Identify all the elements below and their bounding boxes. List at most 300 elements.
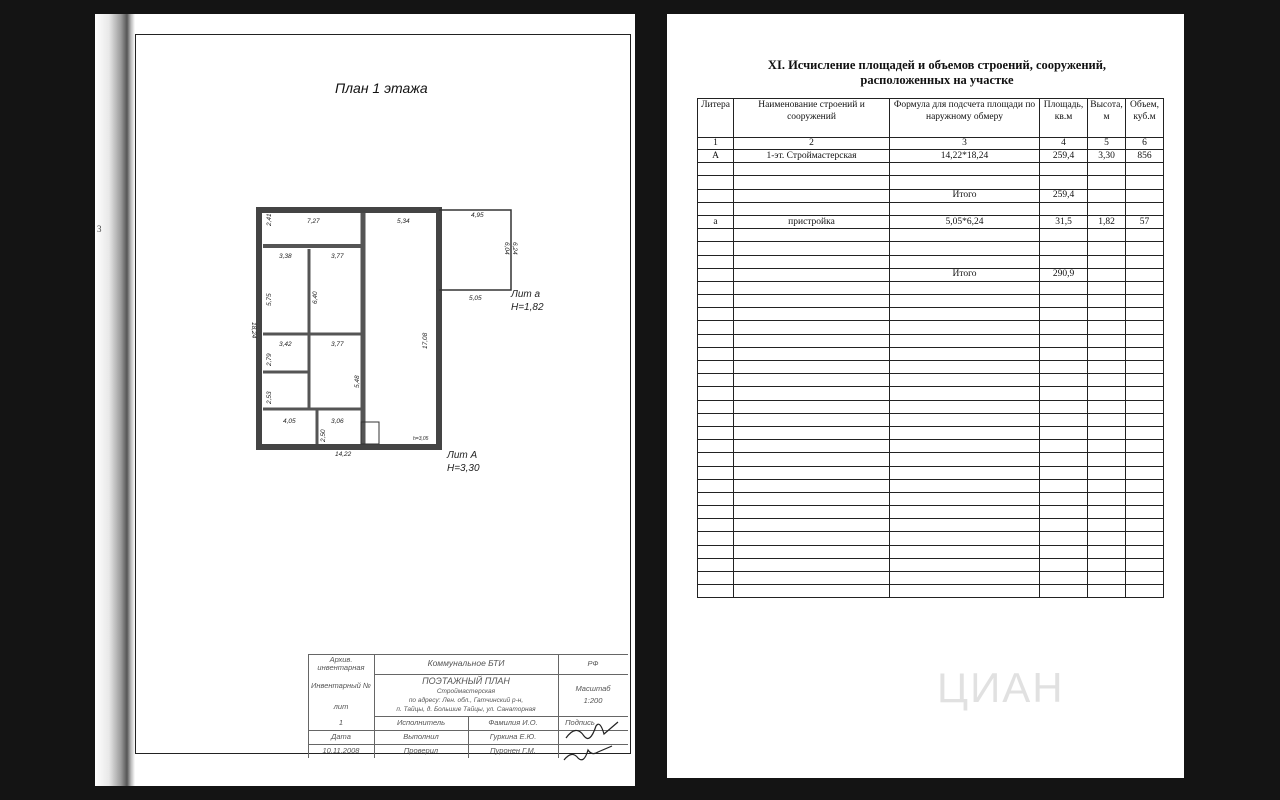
empty-cell	[734, 453, 890, 466]
empty-cell	[734, 361, 890, 374]
dim-stair-w: 2,50	[320, 429, 327, 442]
empty-table-row	[698, 453, 1164, 466]
empty-cell	[890, 572, 1040, 585]
table-cell	[1040, 163, 1088, 176]
empty-cell	[734, 400, 890, 413]
empty-cell	[1088, 492, 1126, 505]
table-row	[698, 202, 1164, 215]
empty-cell	[734, 519, 890, 532]
empty-cell	[1040, 400, 1088, 413]
table-cell	[734, 189, 890, 202]
empty-cell	[1126, 426, 1164, 439]
empty-cell	[1126, 519, 1164, 532]
empty-cell	[698, 334, 734, 347]
table-cell	[698, 202, 734, 215]
empty-table-row	[698, 361, 1164, 374]
empty-cell	[734, 506, 890, 519]
empty-cell	[698, 295, 734, 308]
empty-table-row	[698, 532, 1164, 545]
col-num: 1	[698, 138, 734, 150]
empty-cell	[734, 334, 890, 347]
empty-table-row	[698, 479, 1164, 492]
table-cell: 14,22*18,24	[890, 150, 1040, 163]
empty-cell	[890, 532, 1040, 545]
empty-cell	[1088, 506, 1126, 519]
table-cell	[1126, 242, 1164, 255]
table-cell: 5,05*6,24	[890, 215, 1040, 228]
table-row	[698, 215, 1164, 228]
empty-cell	[890, 519, 1040, 532]
title-block-stamp	[308, 654, 628, 758]
empty-cell	[1088, 400, 1126, 413]
table-cell	[1126, 255, 1164, 268]
stamp-name-1: Гуркина Е.Ю.	[489, 731, 537, 741]
empty-cell	[698, 545, 734, 558]
empty-cell	[1088, 413, 1126, 426]
table-row	[698, 255, 1164, 268]
empty-cell	[1126, 334, 1164, 347]
empty-table-row	[698, 321, 1164, 334]
empty-cell	[1126, 281, 1164, 294]
table-cell	[734, 163, 890, 176]
table-cell: 290,9	[1040, 268, 1088, 281]
empty-cell	[734, 585, 890, 598]
empty-cell	[1126, 479, 1164, 492]
table-cell	[734, 242, 890, 255]
empty-cell	[698, 492, 734, 505]
empty-cell	[1088, 545, 1126, 558]
table-cell	[1126, 268, 1164, 281]
table-cell	[698, 268, 734, 281]
stamp-org: Коммунальное БТИ	[427, 658, 505, 669]
table-cell	[1088, 255, 1126, 268]
empty-table-row	[698, 572, 1164, 585]
stamp-head-role: Исполнитель	[396, 717, 446, 727]
annex-label: Лит а	[511, 289, 541, 300]
table-cell	[698, 242, 734, 255]
dim-room-w-d: 3,77	[331, 341, 344, 348]
stamp-doc-title: ПОЭТАЖНЫЙ ПЛАН	[422, 675, 510, 686]
empty-cell	[1088, 585, 1126, 598]
stamp-scale-value: 1:200	[583, 695, 603, 705]
empty-cell	[1040, 440, 1088, 453]
table-cell	[890, 242, 1040, 255]
table-cell	[1040, 255, 1088, 268]
table-cell	[890, 255, 1040, 268]
stamp-doc-line-1: по адресу: Лен. обл., Гатчинский р-н,	[408, 696, 524, 704]
col-num: 5	[1088, 138, 1126, 150]
empty-cell	[1126, 585, 1164, 598]
signatures	[560, 714, 635, 764]
empty-cell	[1088, 321, 1126, 334]
col-num: 2	[734, 138, 890, 150]
empty-cell	[1040, 545, 1088, 558]
empty-cell	[1126, 558, 1164, 571]
empty-table-row	[698, 558, 1164, 571]
stamp-head-name: Фамилия И.О.	[488, 717, 538, 727]
table-cell	[1088, 229, 1126, 242]
empty-cell	[734, 440, 890, 453]
empty-cell	[698, 506, 734, 519]
empty-cell	[890, 347, 1040, 360]
col-num: 6	[1126, 138, 1164, 150]
table-cell	[1126, 229, 1164, 242]
stamp-col1-0: Архив. инвентарная	[317, 654, 365, 672]
table-cell: Итого	[890, 268, 1040, 281]
dim-overall-width: 14,22	[335, 451, 352, 458]
empty-cell	[890, 308, 1040, 321]
table-cell	[734, 229, 890, 242]
dim-annex-side-inner: 6,24	[511, 242, 518, 255]
table-cell	[1088, 242, 1126, 255]
dim-left-mid: 5,75	[266, 293, 273, 306]
dim-room-w-a: 3,38	[279, 253, 292, 260]
empty-table-row	[698, 492, 1164, 505]
dim-top-right: 5,34	[397, 218, 410, 225]
header-letter: Литера	[698, 99, 734, 138]
table-cell	[1040, 229, 1088, 242]
empty-cell	[698, 426, 734, 439]
empty-cell	[1126, 387, 1164, 400]
empty-cell	[890, 361, 1040, 374]
table-cell	[890, 229, 1040, 242]
empty-cell	[734, 479, 890, 492]
empty-cell	[890, 334, 1040, 347]
dim-left-low2: 2,53	[266, 391, 273, 404]
dim-top-left: 7,27	[307, 218, 320, 225]
title-line-1: XI. Исчисление площадей и объемов строений, сооружений,	[767, 58, 1107, 72]
empty-cell	[1040, 295, 1088, 308]
calculation-title	[707, 58, 1167, 88]
empty-cell	[1088, 519, 1126, 532]
empty-cell	[1088, 479, 1126, 492]
table-cell	[1126, 163, 1164, 176]
empty-cell	[1040, 387, 1088, 400]
table-cell	[698, 189, 734, 202]
table-cell	[698, 176, 734, 189]
empty-cell	[734, 558, 890, 571]
table-cell: 856	[1126, 150, 1164, 163]
empty-cell	[1040, 466, 1088, 479]
empty-cell	[734, 413, 890, 426]
empty-cell	[1040, 374, 1088, 387]
empty-cell	[1088, 347, 1126, 360]
empty-cell	[1040, 585, 1088, 598]
main-label: Лит А	[447, 450, 478, 461]
table-cell	[698, 255, 734, 268]
empty-cell	[698, 558, 734, 571]
empty-cell	[698, 321, 734, 334]
table-cell: а	[698, 215, 734, 228]
empty-cell	[890, 426, 1040, 439]
column-numbers-row	[698, 138, 1164, 150]
table-cell	[734, 176, 890, 189]
empty-cell	[1088, 453, 1126, 466]
dim-left-top: 2,41	[266, 213, 273, 226]
dim-room-w-f: 3,06	[331, 418, 344, 425]
empty-cell	[1088, 334, 1126, 347]
empty-cell	[734, 295, 890, 308]
dim-corridor-h: 5,48	[354, 375, 361, 388]
empty-table-row	[698, 545, 1164, 558]
main-height: H=3,30	[447, 463, 480, 474]
empty-cell	[734, 308, 890, 321]
dim-annex-bottom: 5,05	[469, 295, 482, 302]
empty-cell	[1040, 506, 1088, 519]
empty-cell	[890, 321, 1040, 334]
empty-cell	[1126, 572, 1164, 585]
table-cell: 259,4	[1040, 189, 1088, 202]
empty-table-row	[698, 413, 1164, 426]
table-cell: пристройка	[734, 215, 890, 228]
empty-cell	[890, 506, 1040, 519]
stamp-col1-2: лит	[333, 701, 349, 711]
dim-room-w-c: 3,42	[279, 341, 292, 348]
table-cell: А	[698, 150, 734, 163]
empty-cell	[734, 466, 890, 479]
empty-cell	[1088, 466, 1126, 479]
empty-table-row	[698, 466, 1164, 479]
empty-cell	[698, 466, 734, 479]
table-cell	[1040, 242, 1088, 255]
table-cell	[890, 163, 1040, 176]
empty-cell	[1126, 492, 1164, 505]
empty-cell	[1088, 532, 1126, 545]
empty-cell	[890, 585, 1040, 598]
dim-overall-height: 18,24	[250, 322, 257, 339]
empty-cell	[1040, 426, 1088, 439]
empty-cell	[1040, 532, 1088, 545]
empty-cell	[698, 387, 734, 400]
table-cell	[734, 255, 890, 268]
table-cell	[698, 163, 734, 176]
table-cell: 31,5	[1040, 215, 1088, 228]
stamp-doc-line-0: Строймастерская	[436, 687, 496, 695]
empty-cell	[1126, 413, 1164, 426]
table-row	[698, 176, 1164, 189]
table-cell	[1088, 202, 1126, 215]
empty-cell	[1088, 426, 1126, 439]
empty-cell	[890, 281, 1040, 294]
empty-cell	[698, 479, 734, 492]
header-formula: Формула для подсчета площади по наружному обмеру	[890, 99, 1040, 138]
empty-cell	[1126, 466, 1164, 479]
table-row	[698, 229, 1164, 242]
stamp-col1-3: 1	[338, 717, 344, 727]
empty-cell	[698, 440, 734, 453]
table-cell	[1126, 202, 1164, 215]
table-cell	[1088, 268, 1126, 281]
empty-cell	[1088, 374, 1126, 387]
table-row	[698, 150, 1164, 163]
empty-cell	[1040, 492, 1088, 505]
empty-cell	[1126, 308, 1164, 321]
empty-cell	[1126, 321, 1164, 334]
empty-cell	[1126, 361, 1164, 374]
empty-cell	[1040, 308, 1088, 321]
empty-cell	[890, 492, 1040, 505]
annex-height: H=1,82	[511, 302, 544, 313]
stamp-head-sign: Подпись	[565, 717, 595, 727]
dim-mid-h: 6,40	[312, 291, 319, 304]
table-cell	[890, 202, 1040, 215]
empty-cell	[698, 453, 734, 466]
empty-cell	[890, 558, 1040, 571]
empty-cell	[1126, 453, 1164, 466]
stamp-country: РФ	[587, 658, 599, 668]
empty-cell	[1040, 572, 1088, 585]
stamp-scale-label: Масштаб	[575, 683, 611, 693]
dim-room-w-b: 3,77	[331, 253, 344, 260]
table-cell: Итого	[890, 189, 1040, 202]
empty-cell	[734, 387, 890, 400]
empty-cell	[698, 374, 734, 387]
table-cell: 1,82	[1088, 215, 1126, 228]
stamp-col1-1: Инвентарный №	[310, 680, 372, 690]
empty-cell	[1088, 558, 1126, 571]
empty-cell	[1126, 532, 1164, 545]
table-cell	[698, 229, 734, 242]
area-volume-table	[697, 98, 1164, 598]
empty-cell	[890, 400, 1040, 413]
empty-table-row	[698, 295, 1164, 308]
empty-table-row	[698, 506, 1164, 519]
empty-cell	[1040, 413, 1088, 426]
empty-table-row	[698, 334, 1164, 347]
empty-cell	[890, 545, 1040, 558]
empty-cell	[1040, 347, 1088, 360]
empty-cell	[1040, 281, 1088, 294]
table-row	[698, 268, 1164, 281]
dim-left-low: 2,79	[266, 353, 273, 366]
empty-cell	[1040, 519, 1088, 532]
stamp-doc-line-2: п. Тайцы, д. Большие Тайцы, ул. Санаторная	[396, 705, 536, 713]
table-cell	[1040, 202, 1088, 215]
stamp-role-2: Проверил	[403, 745, 439, 755]
empty-cell	[734, 347, 890, 360]
empty-cell	[890, 387, 1040, 400]
empty-cell	[1040, 453, 1088, 466]
stamp-col1-5: 10.11.2008	[322, 745, 360, 755]
empty-cell	[698, 572, 734, 585]
table-cell: 57	[1126, 215, 1164, 228]
empty-cell	[698, 532, 734, 545]
empty-cell	[1126, 400, 1164, 413]
table-cell	[734, 202, 890, 215]
dim-hall-h: 17,08	[422, 332, 429, 349]
header-name: Наименование строений и сооружений	[734, 99, 890, 138]
empty-cell	[1040, 361, 1088, 374]
empty-cell	[698, 413, 734, 426]
empty-cell	[1126, 295, 1164, 308]
empty-cell	[698, 585, 734, 598]
table-cell	[1040, 176, 1088, 189]
empty-cell	[1088, 295, 1126, 308]
title-line-2: расположенных на участке	[860, 73, 1014, 87]
dim-annex-top: 4,95	[471, 212, 484, 219]
empty-cell	[1088, 387, 1126, 400]
dim-annex-side-outer: 6,04	[503, 242, 510, 255]
empty-cell	[1088, 440, 1126, 453]
empty-cell	[734, 572, 890, 585]
empty-cell	[698, 519, 734, 532]
empty-cell	[1040, 479, 1088, 492]
empty-cell	[1126, 374, 1164, 387]
empty-cell	[734, 426, 890, 439]
table-cell	[1126, 176, 1164, 189]
empty-cell	[890, 413, 1040, 426]
table-body	[698, 138, 1164, 598]
table-row	[698, 189, 1164, 202]
table-row	[698, 242, 1164, 255]
empty-cell	[1088, 281, 1126, 294]
col-num: 4	[1040, 138, 1088, 150]
empty-table-row	[698, 440, 1164, 453]
empty-table-row	[698, 374, 1164, 387]
empty-cell	[1126, 506, 1164, 519]
empty-cell	[698, 361, 734, 374]
table-row	[698, 163, 1164, 176]
table-cell	[890, 176, 1040, 189]
empty-cell	[1126, 545, 1164, 558]
col-num: 3	[890, 138, 1040, 150]
empty-table-row	[698, 585, 1164, 598]
empty-cell	[734, 545, 890, 558]
table-cell	[734, 268, 890, 281]
edge-marker: 3	[97, 224, 102, 234]
dim-small-note: h=3,05	[413, 436, 429, 442]
empty-table-row	[698, 426, 1164, 439]
empty-cell	[1088, 361, 1126, 374]
empty-cell	[734, 321, 890, 334]
empty-cell	[890, 374, 1040, 387]
empty-cell	[698, 400, 734, 413]
floor-plan-drawing	[95, 194, 635, 494]
empty-table-row	[698, 400, 1164, 413]
empty-cell	[698, 308, 734, 321]
area-calculation-page	[667, 14, 1184, 778]
empty-cell	[734, 492, 890, 505]
empty-table-row	[698, 281, 1164, 294]
header-volume: Объем, куб.м	[1126, 99, 1164, 138]
empty-cell	[734, 281, 890, 294]
cian-watermark: ЦИАН	[937, 664, 1065, 711]
table-cell: 1-эт. Строймастерская	[734, 150, 890, 163]
empty-cell	[890, 453, 1040, 466]
floor-plan-page	[95, 14, 635, 786]
empty-cell	[1126, 347, 1164, 360]
empty-cell	[1040, 321, 1088, 334]
empty-cell	[698, 347, 734, 360]
table-cell	[1088, 189, 1126, 202]
empty-cell	[890, 479, 1040, 492]
empty-cell	[1088, 308, 1126, 321]
table-cell: 3,30	[1088, 150, 1126, 163]
empty-cell	[734, 374, 890, 387]
empty-table-row	[698, 347, 1164, 360]
table-cell	[1088, 176, 1126, 189]
dim-room-w-e: 4,05	[283, 418, 296, 425]
empty-cell	[1040, 558, 1088, 571]
empty-cell	[890, 440, 1040, 453]
plan-title: План 1 этажа	[335, 80, 428, 96]
empty-cell	[1126, 440, 1164, 453]
empty-cell	[734, 532, 890, 545]
table-cell	[1126, 189, 1164, 202]
empty-table-row	[698, 519, 1164, 532]
table-cell: 259,4	[1040, 150, 1088, 163]
empty-cell	[890, 466, 1040, 479]
